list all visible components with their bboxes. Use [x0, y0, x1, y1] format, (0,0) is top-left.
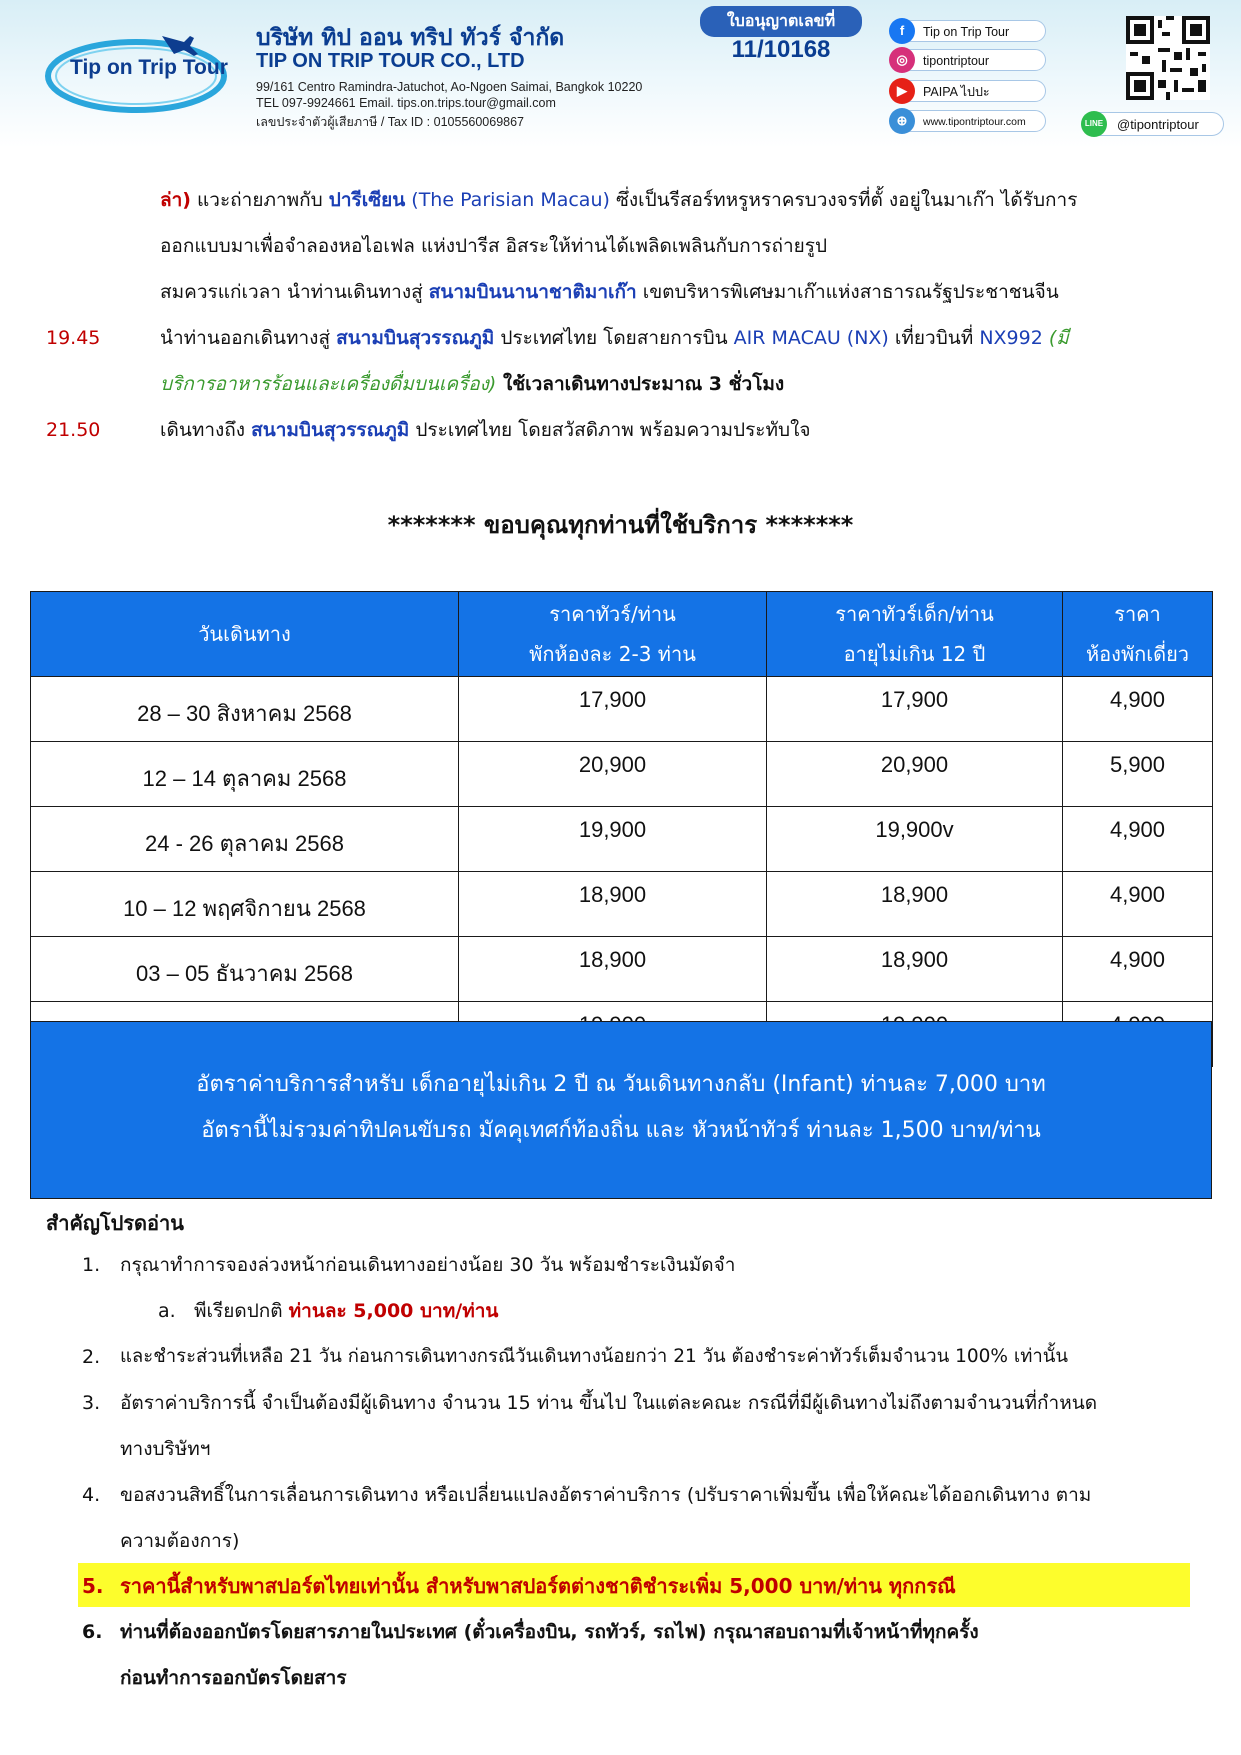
adult-price: 17,900: [459, 677, 767, 742]
itinerary-place-en: (The Parisian Macau): [405, 189, 610, 211]
itinerary-line-3: [160, 279, 1059, 305]
youtube-link[interactable]: [894, 80, 1046, 102]
meal-note: บริการอาหารร้อนและเครื่องดื่มบนเครื่อง): [160, 373, 497, 395]
infant-rate-note: อัตราค่าบริการสำหรับ เด็กอายุไม่เกิน 2 ปี ณ วันเดินทางกลับ (Infant) ท่านละ 7,000 บาท: [196, 1072, 1046, 1097]
condition-text: พีเรียดปกติ: [194, 1300, 289, 1322]
itinerary-line-2: ออกแบบมาเพื่อจำลองหอไอเฟล แห่งปารีส อิสระให้ท่านได้เพลิดเพลินกับการถ่ายรูป: [160, 235, 828, 257]
condition-text: ท่านที่ต้องออกบัตรโดยสารภายในประเทศ (ตั๋วเครื่องบิน, รถทัวร์, รถไฟ) กรุณาสอบถามที่เจ้าหน้าที่ทุกครั้ง: [120, 1621, 979, 1643]
itinerary-line-1: [160, 187, 1077, 213]
condition-number: a.: [158, 1300, 176, 1322]
table-row: [31, 937, 1213, 1002]
condition-number: 2.: [82, 1346, 101, 1368]
travel-date: 28 – 30 สิงหาคม 2568: [31, 677, 459, 742]
tip-note: อัตรานี้ไม่รวมค่าทิปคนขับรถ มัคคุเทศก์ท้องถิ่น และ หัวหน้าทัวร์ ท่านละ 1,500 บาท/ท่าน: [201, 1118, 1041, 1143]
header-single-line2: ห้องพักเดี่ยว: [1085, 642, 1190, 666]
itinerary-text: นำท่านออกเดินทางสู่: [160, 327, 337, 349]
child-price: 18,900: [767, 937, 1063, 1002]
itinerary-line-4: [160, 325, 1069, 351]
itinerary-time: 21.50: [46, 419, 101, 441]
deposit-amount: ท่านละ 5,000 บาท/ท่าน: [288, 1300, 499, 1322]
youtube-label: PAIPA ไปปะ: [923, 85, 990, 99]
facebook-icon: f: [889, 18, 915, 44]
condition-text-cont: ทางบริษัทฯ: [120, 1438, 211, 1460]
itinerary-place: สนามบินสุวรรณภูมิ: [336, 327, 495, 349]
itinerary-text: แวะถ่ายภาพกับ: [191, 189, 329, 211]
adult-price: 19,900: [459, 807, 767, 872]
child-price: 20,900: [767, 742, 1063, 807]
logo-text: Tip on Trip Tour: [70, 56, 228, 79]
child-price: 17,900: [767, 677, 1063, 742]
header-child-line2: อายุไม่เกิน 12 ปี: [843, 642, 986, 666]
condition-text: ขอสงวนสิทธิ์ในการเลื่อนการเดินทาง หรือเปลี่ยนแปลงอัตราค่าบริการ (ปรับราคาเพิ่มขึ้น เพื่อให้คณะได้ออกเดินทาง ตาม: [120, 1484, 1092, 1506]
single-room-price: 4,900: [1063, 937, 1213, 1002]
table-row: [31, 807, 1213, 872]
travel-date: 12 – 14 ตุลาคม 2568: [31, 742, 459, 807]
company-address: 99/161 Centro Ramindra-Jatuchot, Ao-Ngoen Saimai, Bangkok 10220: [256, 80, 643, 94]
single-room-price: 4,900: [1063, 807, 1213, 872]
table-row: [31, 677, 1213, 742]
youtube-icon: ▶: [889, 78, 915, 104]
condition-text: กรุณาทำการจองล่วงหน้าก่อนเดินทางอย่างน้อย 30 วัน พร้อมชำระเงินมัดจำ: [120, 1254, 736, 1276]
line-id-label: @tipontriptour: [1117, 117, 1199, 132]
important-title: สำคัญโปรดอ่าน: [46, 1211, 184, 1235]
price-note-box: [30, 1021, 1212, 1199]
itinerary-place: สนามบินสุวรรณภูมิ: [251, 419, 410, 441]
child-price: 18,900: [767, 872, 1063, 937]
condition-text-cont: ความต้องการ): [120, 1530, 240, 1552]
condition-number: 6.: [82, 1621, 103, 1643]
single-room-price: 5,900: [1063, 742, 1213, 807]
single-room-price: 4,900: [1063, 872, 1213, 937]
header-single-room: [1063, 592, 1213, 677]
web-icon: ⊕: [889, 108, 915, 134]
thanks-banner: ******* ขอบคุณทุกท่านที่ใช้บริการ *******: [387, 511, 854, 539]
itinerary-meal: ล่า): [160, 189, 191, 211]
header-single-line1: ราคา: [1114, 602, 1161, 626]
header-adult-price: [459, 592, 767, 677]
flight-number: NX992: [979, 327, 1043, 349]
header-adult-line2: พักห้องละ 2-3 ท่าน: [529, 642, 696, 666]
header-child-line1: ราคาทัวร์เด็ก/ท่าน: [835, 602, 994, 626]
header-adult-line1: ราคาทัวร์/ท่าน: [549, 602, 676, 626]
itinerary-place: ปารีเซียน: [328, 189, 406, 211]
meal-note: (มี: [1042, 327, 1069, 349]
website-link[interactable]: [894, 110, 1046, 132]
itinerary-text: ประเทศไทย โดยสายการบิน: [494, 327, 734, 349]
itinerary-text: เที่ยวบินที่: [888, 327, 980, 349]
deposit-line: [194, 1288, 498, 1334]
single-room-price: 4,900: [1063, 677, 1213, 742]
flight-duration: ใช้เวลาเดินทางประมาณ 3 ชั่วโมง: [496, 373, 785, 395]
company-tax-id: เลขประจำตัวผู้เสียภาษี / Tax ID : 0105560069867: [256, 115, 525, 129]
header-travel-date: วันเดินทาง: [31, 592, 459, 677]
itinerary-line-6: [160, 417, 811, 443]
website-label: www.tipontriptour.com: [923, 116, 1026, 128]
child-price: 19,900v: [767, 807, 1063, 872]
company-name-thai: บริษัท ทิป ออน ทริป ทัวร์ จำกัด: [256, 25, 565, 51]
table-row: [31, 872, 1213, 937]
company-contact: TEL 097-9924661 Email. tips.on.trips.tour@gmail.com: [256, 96, 556, 110]
adult-price: 20,900: [459, 742, 767, 807]
itinerary-line-5: [160, 371, 784, 397]
condition-number: 1.: [82, 1254, 101, 1276]
passport-condition: ราคานี้สำหรับพาสปอร์ตไทยเท่านั้น สำหรับพาสปอร์ตต่างชาติชำระเพิ่ม 5,000 บาท/ท่าน ทุกกรณี: [120, 1574, 956, 1598]
instagram-icon: ◎: [889, 47, 915, 73]
qr-code[interactable]: [1126, 16, 1210, 100]
table-row: [31, 742, 1213, 807]
travel-date: 10 – 12 พฤศจิกายน 2568: [31, 872, 459, 937]
license-number: 11/10168: [731, 36, 831, 63]
condition-text: อัตราค่าบริการนี้ จำเป็นต้องมีผู้เดินทาง จำนวน 15 ท่าน ขึ้นไป ในแต่ละคณะ กรณีที่มีผู้เดินทางไม่ถึงตามจำนวนที่กำหนด: [120, 1392, 1098, 1414]
itinerary-time: 19.45: [46, 327, 101, 349]
facebook-label: Tip on Trip Tour: [923, 25, 1010, 39]
travel-date: 24 - 26 ตุลาคม 2568: [31, 807, 459, 872]
adult-price: 18,900: [459, 937, 767, 1002]
itinerary-place: สนามบินนานาชาติมาเก๊า: [428, 281, 637, 303]
condition-number: 5.: [82, 1574, 104, 1598]
condition-text-cont: ก่อนทำการออกบัตรโดยสาร: [120, 1667, 347, 1689]
facebook-link[interactable]: [894, 20, 1046, 42]
instagram-label: tipontriptour: [923, 54, 990, 68]
license-label: ใบอนุญาตเลขที่: [700, 6, 862, 37]
price-table: [30, 591, 1213, 1067]
travel-date: 03 – 05 ธันวาคม 2568: [31, 937, 459, 1002]
company-name-english: TIP ON TRIP TOUR CO., LTD: [256, 50, 525, 72]
itinerary-text: เขตบริหารพิเศษมาเก๊าแห่งสาธารณรัฐประชาชนจีน: [636, 281, 1059, 303]
line-icon: LINE: [1081, 111, 1107, 137]
condition-text: และชำระส่วนที่เหลือ 21 วัน ก่อนการเดินทางกรณีวันเดินทางน้อยกว่า 21 วัน ต้องชำระค่าทัวร์เต็มจำนวน 100% เท่านั้น: [120, 1346, 1069, 1367]
condition-number: 3.: [82, 1392, 101, 1414]
itinerary-text: ซึ่งเป็นรีสอร์ทหรูหราครบวงจรที่ตั้ งอยู่ในมาเก๊า ได้รับการ: [609, 189, 1078, 211]
itinerary-text: ประเทศไทย โดยสวัสดิภาพ พร้อมความประทับใจ: [409, 419, 811, 441]
itinerary-text: สมควรแก่เวลา นำท่านเดินทางสู่: [160, 281, 429, 303]
instagram-link[interactable]: [894, 49, 1046, 71]
line-link[interactable]: [1084, 112, 1224, 136]
condition-number: 4.: [82, 1484, 101, 1506]
adult-price: 18,900: [459, 872, 767, 937]
header-child-price: [767, 592, 1063, 677]
table-header-row: [31, 592, 1213, 677]
itinerary-text: เดินทางถึง: [160, 419, 252, 441]
airline: AIR MACAU (NX): [733, 327, 889, 349]
